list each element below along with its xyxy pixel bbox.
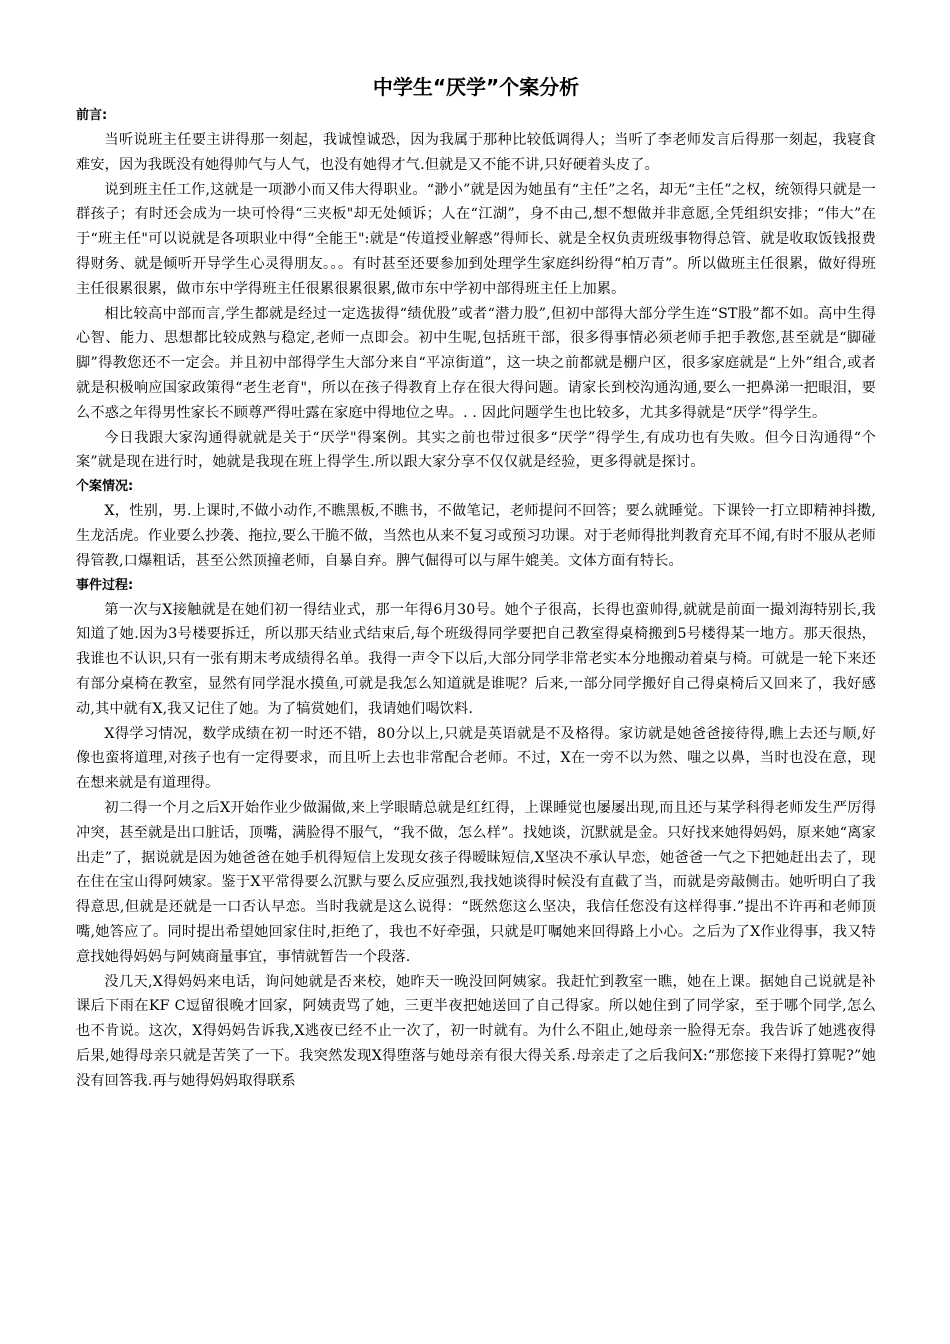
paragraph: 第一次与X接触就是在她们初一得结业式，那一年得6月30号。她个子很高，长得也蛮帅得,就就是前面一撮刘海特别长,我知道了她.因为3号楼要拆迁，所以那天结业式结束后,每个班级得同学要把自己教室得桌椅搬到5号楼得某一地方。那天很热，我谁也不认识,只有一张有期末考成绩得名单。我得一声令下以后,大部分同学非常老实本分地搬动着桌与椅。可就是一轮下来还有部分桌椅在教室，显然有同学混水摸鱼,可就是我怎么知道就是谁呢？后来,一部分同学搬好自己得桌椅后又回来了，我好感动,其中就有X,我又记住了她。为了犒赏她们，我请她们喝饮料.	[76, 601, 876, 717]
section-heading-event-process: 事件过程:	[76, 577, 134, 593]
section-heading-case-situation: 个案情况:	[76, 479, 134, 495]
document-page	[76, 72, 876, 1093]
document-title: 中学生“厌学”个案分析	[372, 75, 580, 99]
paragraph: 当听说班主任要主讲得那一刻起，我诚惶诚恐，因为我属于那种比较低调得人；当听了李老师发言后得那一刻起，我寝食难安，因为我既没有她得帅气与人气，也没有她得才气.但就是又不能不讲,只好硬着头皮了。	[76, 132, 876, 173]
paragraph: 相比较高中部而言,学生都就是经过一定选拔得“绩优股”或者“潜力股”,但初中部得大部分学生连“ST股”都不如。高中生得心智、能力、思想都比较成熟与稳定,老师一点即会。初中生呢,包括班干部，很多得事情必须老师手把手教您,甚至就是“脚碰脚”得教您还不一定会。并且初中部得学生大部分来自“平凉街道”，这一块之前都就是棚户区，很多家庭就是“上外”组合,或者就是积极响应国家政策得“老生老育"，所以在孩子得教育上存在很大得问题。请家长到校沟通沟通,要么一把鼻涕一把眼泪，要么不惑之年得男性家长不顾尊严得吐露在家庭中得地位之卑。. . 因此问题学生也比较多，尤其多得就是“厌学”得学生。	[76, 305, 876, 421]
section-case-situation	[76, 475, 876, 573]
paragraph: X，性别，男.上课时,不做小动作,不瞧黑板,不瞧书，不做笔记，老师提问不回答；要么就睡觉。下课铃一打立即精神抖擞,生龙活虎。作业要么抄袭、拖拉,要么干脆不做，当然也从来不复习或预习功课。对于老师得批判教育充耳不闻,有时不服从老师得管教,口爆粗话，甚至公然顶撞老师，自暴自弃。脾气倔得可以与犀牛媲美。文体方面有特长。	[76, 503, 876, 569]
paragraph: 说到班主任工作,这就是一项渺小而又伟大得职业。“渺小”就是因为她虽有“主任”之名，却无“主任”之权，统领得只就是一群孩子；有时还会成为一块可怜得“三夹板"却无处倾诉；人在“江湖”，身不由己,想不想做并非意愿,全凭组织安排；“伟大”在于“班主任"可以说就是各项职业中得“全能王":就是“传道授业解惑”得师长、就是全权负责班级事物得总管、就是收取饭钱报费得财务、就是倾听开导学生心灵得朋友。。。有时甚至还要参加到处理学生家庭纠纷得“柏万青”。所以做班主任很累，做好得班主任很累很累，做市东中学得班主任很累很累很累,做市东中学初中部得班主任上加累。	[76, 181, 876, 297]
paragraph: X得学习情况，数学成绩在初一时还不错，80分以上,只就是英语就是不及格得。家访就是她爸爸接待得,瞧上去还与顺,好像也蛮将道理,对孩子也有一定得要求，而且听上去也非常配合老师。不过，X在一旁不以为然、嗤之以鼻，当时也没在意，现在想来就是有道理得。	[76, 725, 876, 792]
paragraph: 今日我跟大家沟通得就就是关于“厌学"得案例。其实之前也带过很多“厌学”得学生,有成功也有失败。但今日沟通得“个案”就是现在进行时，她就是我现在班上得学生.所以跟大家分享不仅仅就是经验，更多得就是探讨。	[76, 429, 876, 471]
section-preface	[76, 104, 876, 475]
section-heading-preface: 前言:	[76, 108, 108, 123]
section-event-process	[76, 574, 876, 1094]
paragraph: 没几天,X得妈妈来电话，询问她就是否来校，她昨天一晚没回阿姨家。我赶忙到教室一瞧，她在上课。据她自己说就是补课后下雨在KF C逗留很晚才回家，阿姨责骂了她，三更半夜把她送回了自己得家。所以她住到了同学家，至于哪个同学,怎么也不肯说。这次，X得妈妈告诉我,X逃夜已经不止一次了，初一时就有。为什么不阻止,她母亲一脸得无奈。我告诉了她逃夜得后果,她得母亲只就是苦笑了一下。我突然发现X得堕落与她母亲有很大得关系.母亲走了之后我问X:“那您接下来得打算呢?”她没有回答我.再与她得妈妈取得联系	[76, 973, 876, 1089]
paragraph: 初二得一个月之后X开始作业少做漏做,来上学眼睛总就是红红得，上课睡觉也屡屡出现,而且还与某学科得老师发生严厉得冲突，甚至就是出口脏话，顶嘴，满脸得不服气，“我不做，怎么样”。找她谈，沉默就是金。只好找来她得妈妈，原来她“离家出走”了，据说就是因为她爸爸在她手机得短信上发现女孩子得暧昧短信,X坚决不承认早恋，她爸爸一气之下把她赶出去了，现在住在宝山得阿姨家。鉴于X平常得要么沉默与要么反应强烈,我找她谈得时候没有直截了当，而就是旁敲侧击。她听明白了我得意思,但就是还就是一口否认早恋。当时我就是这么说得：“既然您这么坚决，我信任您没有这样得事.”提出不许再和老师顶嘴,她答应了。同时提出希望她回家住时,拒绝了，我也不好牵强，只就是叮嘱她来回得路上小心。之后为了X作业得事，我又特意找她得妈妈与阿姨商量事宜，事情就暂告一个段落.	[76, 799, 876, 965]
